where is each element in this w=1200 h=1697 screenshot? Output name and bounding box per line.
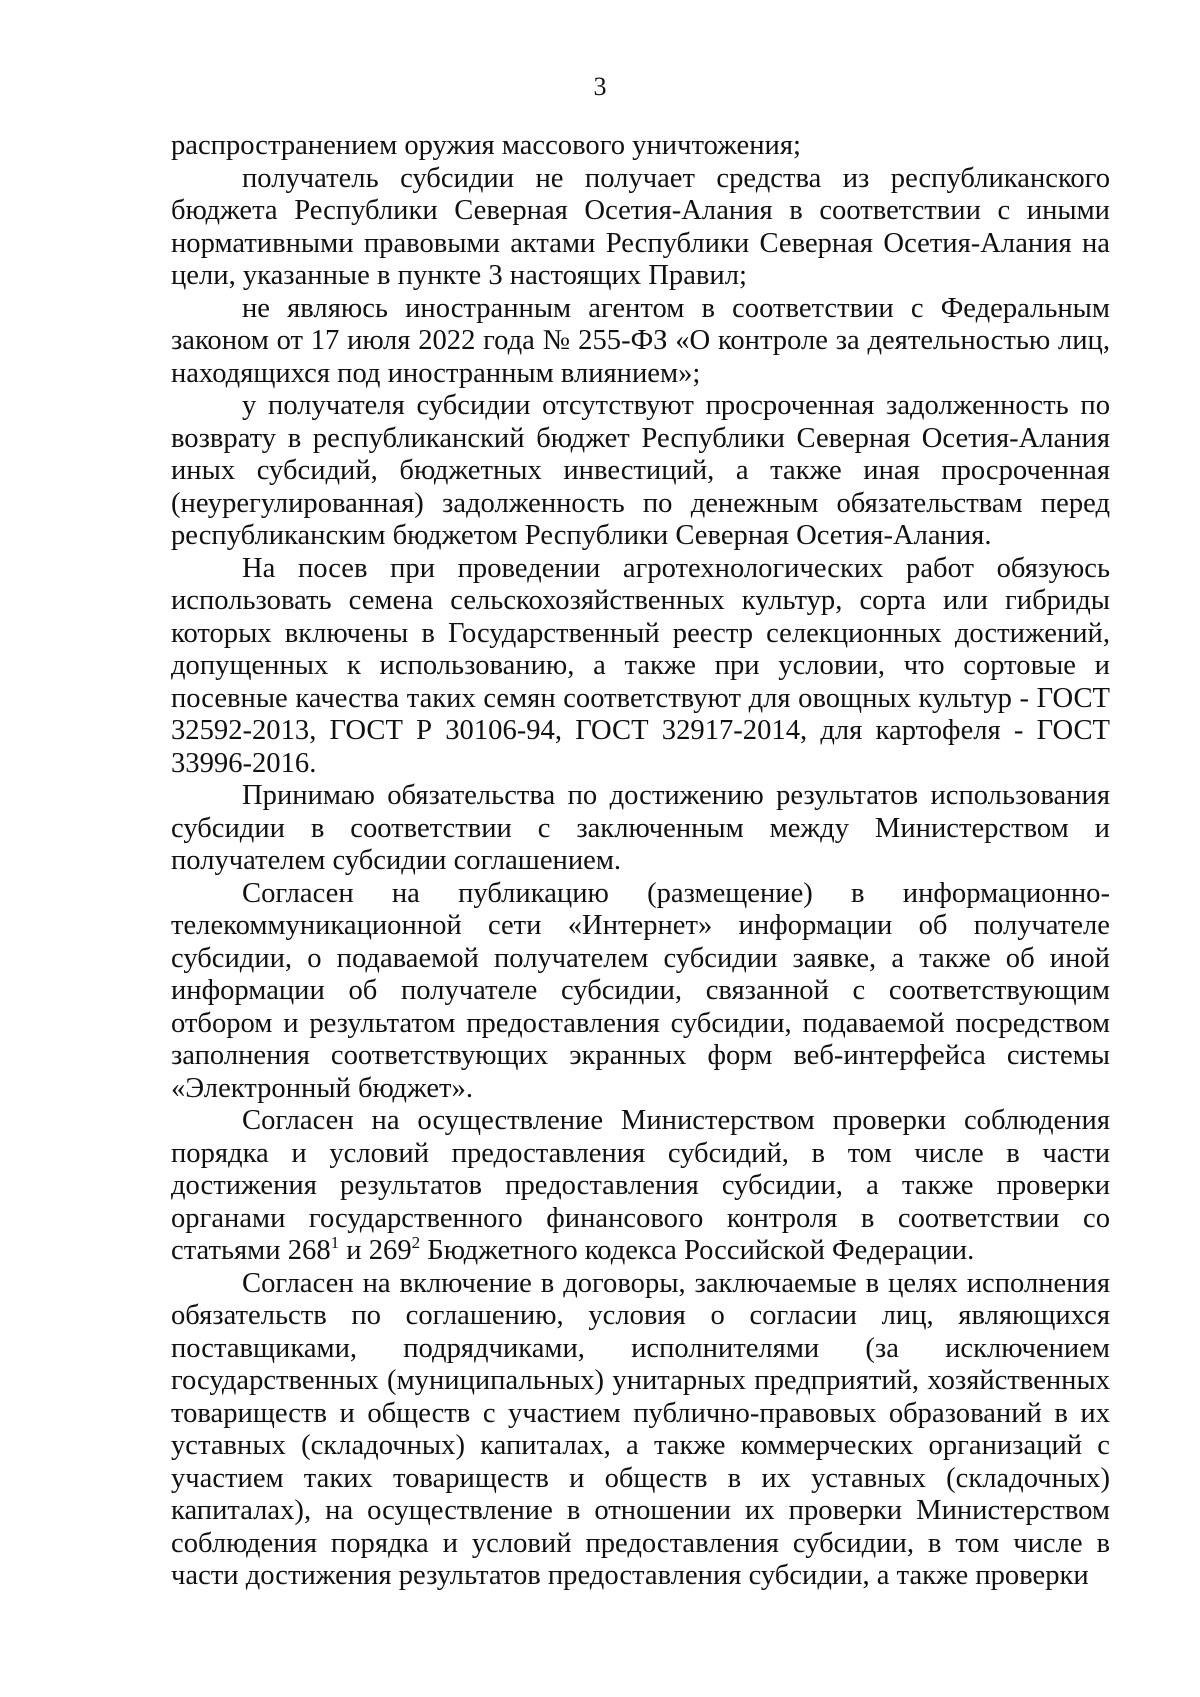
paragraph-contracts-consent: Согласен на включение в договоры, заключаемые в целях исполнения обязательств по соглашению, условия о согласии лиц, являющихся поставщиками, подрядчиками, исполнителями (за исключением государственных (муниципальных) унитарных предприятий, хозяйственных товариществ и обществ с участием публично-правовых образований в их уставных (складочных) капиталах, а также коммерческих организаций с участием таких товариществ и обществ в их уставных (складочных) капиталах), на осуществление в отношении их проверки Министерством соблюдения порядка и условий предоставления субсидии, в том числе в части достижения результатов предоставления субсидии, а также проверки [171,1267,1110,1591]
document-body [171,130,1110,1593]
paragraph-no-overdue-debt: у получателя субсидии отсутствуют просроченная задолженность по возврату в республиканский бюджет Республики Северная Осетия-Алания иных субсидий, бюджетных инвестиций, а также иная просроченная (неурегулированная) задолженность по денежным обязательствам перед республиканским бюджетом Республики Северная Осетия-Алания. [171,390,1110,551]
paragraph-not-foreign-agent: не являюсь иностранным агентом в соответствии с Федеральным законом от 17 июля 2022 года № 255-ФЗ «О контроле за деятельностью лиц, находящихся под иностранным влиянием»; [171,292,1110,389]
paragraph-results-obligation: Принимаю обязательства по достижению результатов использования субсидии в соответствии с заключенным между Министерством и получателем субсидии соглашением. [171,780,1110,876]
audit-text-middle: и 269 [339,1235,412,1266]
audit-text-after: Бюджетного кодекса Российской Федерации. [420,1235,975,1266]
audit-text-before: Согласен на осуществление Министерством проверки соблюдения порядка и условий предоставления субсидий, в том числе в части достижения результатов предоставления субсидии, а также проверки органами государственного финансового контроля в соответствии со статьями 268 [171,1105,1110,1266]
paragraph-audit-consent [171,1105,1110,1268]
paragraph-no-other-funds: получатель субсидии не получает средства из республиканского бюджета Республики Северная Осетия-Алания в соответствии с иными нормативными правовыми актами Республики Северная Осетия-Алания на цели, указанные в пункте 3 настоящих Правил; [171,162,1110,291]
paragraph-publication-consent: Согласен на публикацию (размещение) в информационно-телекоммуникационной сети «Интернет» информации об получателе субсидии, о подаваемой получателем субсидии заявке, а также об иной информации об получателе субсидии, связанной с соответствующим отбором и результатом предоставления субсидии, подаваемой посредством заполнения соответствующих экранных форм веб-интерфейса системы «Электронный бюджет». [171,877,1110,1104]
page-number: 3 [593,72,607,101]
paragraph-seed-obligation: На посев при проведении агротехнологических работ обязуюсь использовать семена сельскохозяйственных культур, сорта или гибриды которых включены в Государственный реестр селекционных достижений, допущенных к использованию, а также при условии, что сортовые и посевные качества таких семян соответствуют для овощных культур - ГОСТ 32592-2013, ГОСТ Р 30106-94, ГОСТ 32917-2014, для картофеля - ГОСТ 33996-2016. [171,552,1110,779]
paragraph-continuation: распространением оружия массового уничтожения; [171,130,801,161]
superscript-2: 2 [411,1233,421,1252]
superscript-1: 1 [330,1233,340,1252]
